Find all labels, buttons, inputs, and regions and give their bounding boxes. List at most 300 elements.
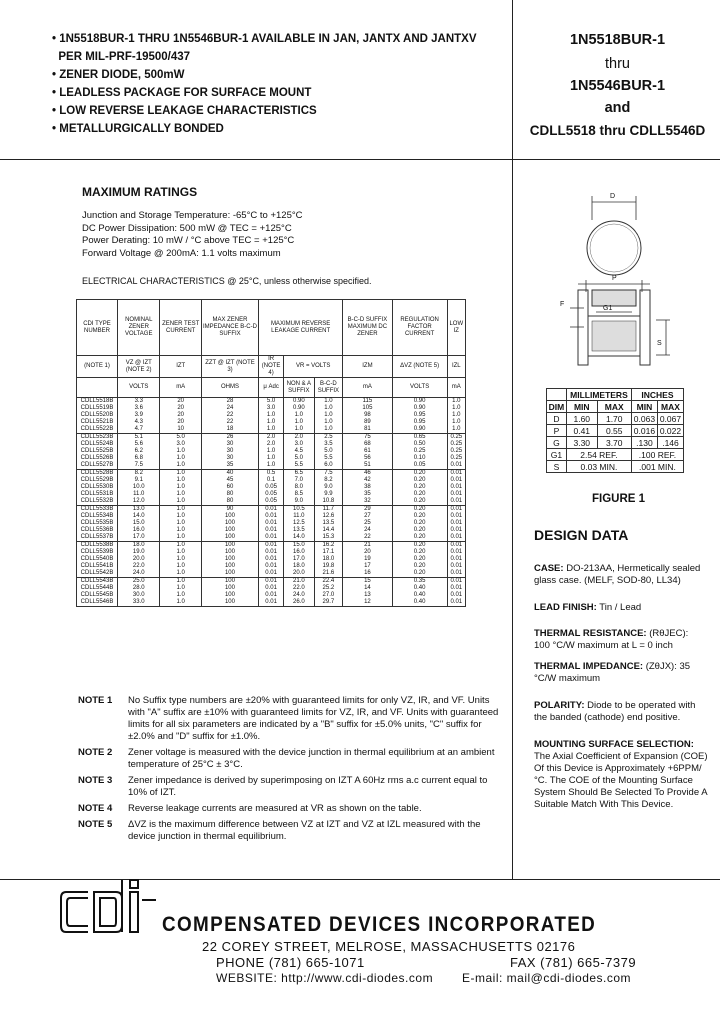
table-cell: 12.6 xyxy=(314,513,343,520)
table-cell: 1.0 xyxy=(314,412,343,419)
dim-cell: 0.016 xyxy=(631,425,657,437)
table-cell: CDLL5534B xyxy=(77,513,118,520)
table-cell: 90 xyxy=(201,506,258,514)
col-subheader: ΔVZ (NOTE 5) xyxy=(392,356,447,378)
table-cell: 13.5 xyxy=(284,527,314,534)
table-cell: 38 xyxy=(343,484,392,491)
table-cell: 0.20 xyxy=(392,527,447,534)
table-cell: 6.5 xyxy=(284,470,314,478)
dim-label-f: F xyxy=(560,301,565,308)
table-cell: 0.50 xyxy=(392,441,447,448)
table-cell: 1.0 xyxy=(160,513,201,520)
table-cell: 0.01 xyxy=(447,484,465,491)
table-cell: CDLL5544B xyxy=(77,585,118,592)
dim-cell: .100 REF. xyxy=(631,449,683,461)
table-cell: 21.0 xyxy=(284,578,314,586)
table-row xyxy=(77,542,466,550)
table-cell: 80 xyxy=(201,498,258,506)
table-cell: 1.0 xyxy=(160,477,201,484)
table-cell: 6.8 xyxy=(118,455,160,462)
table-cell: 0.01 xyxy=(447,520,465,527)
dim-cell: P xyxy=(547,425,567,437)
dim-cell: 0.55 xyxy=(597,425,631,437)
table-cell: 0.5 xyxy=(259,470,284,478)
table-cell: 0.25 xyxy=(447,455,465,462)
table-cell: 1.0 xyxy=(447,426,465,434)
table-cell: 0.01 xyxy=(259,513,284,520)
header-rule xyxy=(0,159,720,160)
table-cell: 0.01 xyxy=(447,477,465,484)
table-cell: 0.90 xyxy=(284,405,314,412)
table-cell: 0.01 xyxy=(447,462,465,470)
table-cell: 1.0 xyxy=(284,412,314,419)
table-cell: 12.5 xyxy=(284,520,314,527)
table-cell: CDLL5528B xyxy=(77,470,118,478)
table-cell: 3.0 xyxy=(284,441,314,448)
table-cell: 20.0 xyxy=(284,570,314,578)
table-cell: 0.01 xyxy=(447,585,465,592)
table-cell: CDLL5537B xyxy=(77,534,118,542)
cdi-logo xyxy=(58,878,158,936)
table-cell: 0.01 xyxy=(447,599,465,607)
note: NOTE 3 Zener impedance is derived by superimposing on IZT A 60Hz rms a.c current equal to 10% of IZT. xyxy=(78,775,488,798)
table-cell: 25 xyxy=(343,520,392,527)
table-row xyxy=(77,484,466,491)
table-cell: 22.0 xyxy=(284,585,314,592)
table-cell: 32 xyxy=(343,498,392,506)
table-cell: 105 xyxy=(343,405,392,412)
table-cell: 0.01 xyxy=(259,592,284,599)
table-cell: 24 xyxy=(201,405,258,412)
table-cell: 1.0 xyxy=(314,426,343,434)
table-cell: 16.0 xyxy=(284,549,314,556)
table-cell: 0.01 xyxy=(447,578,465,586)
table-cell: 0.20 xyxy=(392,520,447,527)
table-cell: 0.01 xyxy=(447,470,465,478)
col-header: CDI TYPE NUMBER xyxy=(77,300,118,356)
table-cell: 7.5 xyxy=(314,470,343,478)
unit-cell: μ Adc xyxy=(259,378,284,398)
table-cell: 0.01 xyxy=(447,542,465,550)
table-row xyxy=(77,563,466,570)
title-line: thru xyxy=(605,56,630,72)
table-cell: 12 xyxy=(343,599,392,607)
table-cell: 5.0 xyxy=(160,434,201,442)
table-cell: 12.0 xyxy=(118,498,160,506)
dim-cell: 0.03 MIN. xyxy=(566,461,631,473)
table-cell: 51 xyxy=(343,462,392,470)
table-cell: 24 xyxy=(343,527,392,534)
table-row xyxy=(77,498,466,506)
table-cell: 0.01 xyxy=(447,491,465,498)
table-cell: 18 xyxy=(201,426,258,434)
table-cell: 0.01 xyxy=(259,563,284,570)
table-cell: 0.65 xyxy=(392,434,447,442)
table-cell: 4.3 xyxy=(118,419,160,426)
design-thermal-resistance: THERMAL RESISTANCE: (RθJEC): 100 °C/W maximum at L = 0 inch xyxy=(534,628,689,651)
table-cell: CDLL5543B xyxy=(77,578,118,586)
table-cell: 1.0 xyxy=(447,398,465,406)
table-cell: 1.0 xyxy=(259,462,284,470)
table-row xyxy=(77,578,466,586)
table-cell: 16.2 xyxy=(314,542,343,550)
title-line: CDLL5518 thru CDLL5546D xyxy=(529,123,706,138)
table-cell: 0.01 xyxy=(447,513,465,520)
table-cell: 98 xyxy=(343,412,392,419)
table-cell: CDLL5535B xyxy=(77,520,118,527)
table-cell: 35 xyxy=(343,491,392,498)
note: NOTE 2 Zener voltage is measured with the device junction in thermal equilibrium at an ambient temperature of 25°C ± 3°C. xyxy=(78,747,495,770)
unit-cell: mA xyxy=(447,378,465,398)
table-cell: 1.0 xyxy=(160,462,201,470)
table-cell: 0.25 xyxy=(447,448,465,455)
dim-cell: 2.54 REF. xyxy=(566,449,631,461)
table-cell: 26 xyxy=(201,434,258,442)
table-cell: 0.01 xyxy=(259,506,284,514)
table-cell: 27 xyxy=(343,513,392,520)
table-cell: 15.0 xyxy=(118,520,160,527)
table-cell: 1.0 xyxy=(160,599,201,607)
column-divider xyxy=(512,0,513,880)
dimensions-table: MILLIMETERS INCHES DIM MIN MAX MIN MAX D 1.60 1.70 0.063 0.067 P 0.41 0.55 0.016 0.022 G 3.30 3.70 .130 .146 G1 2.54 REF. .100 REF. S 0.03 MIN. .001 MIN. xyxy=(546,388,684,473)
table-cell: CDLL5523B xyxy=(77,434,118,442)
table-cell: 0.01 xyxy=(447,563,465,570)
table-cell: 18.0 xyxy=(284,563,314,570)
table-cell: 9.0 xyxy=(284,498,314,506)
title-line: 1N5546BUR-1 xyxy=(569,78,666,94)
table-cell: 28.0 xyxy=(118,585,160,592)
table-cell: 0.01 xyxy=(447,506,465,514)
unit-cell xyxy=(77,378,118,398)
table-cell: 0.20 xyxy=(392,491,447,498)
table-cell: 18.0 xyxy=(314,556,343,563)
table-cell: 15.0 xyxy=(284,542,314,550)
dim-cell: 0.063 xyxy=(631,413,657,425)
table-cell: 21 xyxy=(343,542,392,550)
col-header: ZENER TEST CURRENT xyxy=(160,300,201,356)
unit-cell: NON & A SUFFIX xyxy=(284,378,314,398)
col-header: MAXIMUM REVERSE LEAKAGE CURRENT xyxy=(259,300,343,356)
table-cell: 33.0 xyxy=(118,599,160,607)
table-cell: 2.0 xyxy=(284,434,314,442)
table-cell: 3.3 xyxy=(118,398,160,406)
table-cell: 0.95 xyxy=(392,419,447,426)
table-row xyxy=(77,527,466,534)
table-cell: CDLL5520B xyxy=(77,412,118,419)
company-phone: PHONE (781) 665-1071 xyxy=(216,955,365,970)
table-cell: CDLL5531B xyxy=(77,491,118,498)
table-cell: CDLL5521B xyxy=(77,419,118,426)
table-cell: 25.0 xyxy=(118,578,160,586)
table-cell: 0.20 xyxy=(392,534,447,542)
table-cell: 1.0 xyxy=(160,534,201,542)
table-cell: 19.8 xyxy=(314,563,343,570)
table-cell: 17.1 xyxy=(314,549,343,556)
table-cell: 100 xyxy=(201,599,258,607)
table-cell: 0.01 xyxy=(259,578,284,586)
table-row xyxy=(77,455,466,462)
dim-cell: .146 xyxy=(657,437,683,449)
feature-item: PER MIL-PRF-19500/437 xyxy=(58,51,191,63)
table-cell: 7.5 xyxy=(118,462,160,470)
table-row xyxy=(77,419,466,426)
col-header: MAX ZENER IMPEDANCE B-C-D SUFFIX xyxy=(201,300,258,356)
col-subheader: IZM xyxy=(343,356,392,378)
table-cell: 1.0 xyxy=(259,448,284,455)
table-cell: 40 xyxy=(201,470,258,478)
table-cell: 30 xyxy=(201,455,258,462)
table-cell: 1.0 xyxy=(160,470,201,478)
table-cell: 0.05 xyxy=(392,462,447,470)
table-cell: CDLL5522B xyxy=(77,426,118,434)
feature-item: • LOW REVERSE LEAKAGE CHARACTERISTICS xyxy=(52,105,317,117)
table-cell: 20 xyxy=(160,398,201,406)
table-cell: 0.90 xyxy=(392,398,447,406)
table-cell: 100 xyxy=(201,585,258,592)
table-cell: 11.0 xyxy=(118,491,160,498)
notes xyxy=(78,695,508,847)
table-row xyxy=(77,434,466,442)
table-cell: 0.20 xyxy=(392,542,447,550)
table-cell: 22.4 xyxy=(314,578,343,586)
company-email[interactable]: E-mail: mail@cdi-diodes.com xyxy=(462,971,632,985)
col-subheader: IZT xyxy=(160,356,201,378)
table-cell: 0.01 xyxy=(447,527,465,534)
table-cell: 22 xyxy=(201,412,258,419)
table-cell: 0.20 xyxy=(392,570,447,578)
company-name: COMPENSATED DEVICES INCORPORATED xyxy=(162,913,597,936)
table-cell: 21.6 xyxy=(314,570,343,578)
table-cell: 89 xyxy=(343,419,392,426)
table-cell: 60 xyxy=(201,484,258,491)
electrical-table-body xyxy=(77,398,466,607)
dim-label-g1: G1 xyxy=(603,305,613,312)
table-row xyxy=(77,491,466,498)
table-cell: 4.5 xyxy=(284,448,314,455)
dim-label-s: S xyxy=(657,340,662,347)
table-cell: 0.20 xyxy=(392,556,447,563)
table-cell: 100 xyxy=(201,513,258,520)
table-cell: 100 xyxy=(201,578,258,586)
table-cell: 0.25 xyxy=(392,448,447,455)
table-cell: 61 xyxy=(343,448,392,455)
table-cell: 22 xyxy=(343,534,392,542)
table-cell: 1.0 xyxy=(160,563,201,570)
table-cell: 100 xyxy=(201,556,258,563)
table-cell: 1.0 xyxy=(160,498,201,506)
table-cell: 18.0 xyxy=(118,542,160,550)
table-cell: 1.0 xyxy=(160,455,201,462)
table-cell: 30 xyxy=(201,448,258,455)
electrical-table xyxy=(76,299,466,607)
dim-cell: 1.60 xyxy=(566,413,597,425)
table-cell: 0.20 xyxy=(392,484,447,491)
table-cell: 4.7 xyxy=(118,426,160,434)
table-cell: 45 xyxy=(201,477,258,484)
dim-row xyxy=(547,461,684,473)
table-row xyxy=(77,426,466,434)
col-header: B-C-D SUFFIX MAXIMUM DC ZENER xyxy=(343,300,392,356)
table-cell: 100 xyxy=(201,592,258,599)
dim-cell: G xyxy=(547,437,567,449)
table-cell: CDLL5530B xyxy=(77,484,118,491)
table-cell: 1.0 xyxy=(160,570,201,578)
table-cell: 5.5 xyxy=(284,462,314,470)
table-cell: 3.5 xyxy=(314,441,343,448)
table-cell: 5.0 xyxy=(284,455,314,462)
table-cell: CDLL5529B xyxy=(77,477,118,484)
table-cell: 10.0 xyxy=(118,484,160,491)
table-cell: 100 xyxy=(201,520,258,527)
table-cell: 5.5 xyxy=(314,455,343,462)
table-cell: CDLL5539B xyxy=(77,549,118,556)
col-header: LOW IZ xyxy=(447,300,465,356)
table-row xyxy=(77,513,466,520)
company-website[interactable]: WEBSITE: http://www.cdi-diodes.com xyxy=(216,971,434,985)
table-cell: 0.01 xyxy=(447,498,465,506)
table-cell: 30.0 xyxy=(118,592,160,599)
dim-row xyxy=(547,449,684,461)
note: NOTE 5 ΔVZ is the maximum difference between VZ at IZT and VZ at IZL measured with the device junction in thermal equilibrium. xyxy=(78,819,481,842)
table-cell: 16.0 xyxy=(118,527,160,534)
dim-row xyxy=(547,413,684,425)
dim-cell: 0.022 xyxy=(657,425,683,437)
dim-row xyxy=(547,425,684,437)
table-row xyxy=(77,570,466,578)
dim-cell: D xyxy=(547,413,567,425)
table-cell: 0.05 xyxy=(259,491,284,498)
table-cell: 5.0 xyxy=(314,448,343,455)
table-row xyxy=(77,556,466,563)
table-row xyxy=(77,585,466,592)
table-cell: 2.0 xyxy=(259,441,284,448)
table-cell: 0.01 xyxy=(447,592,465,599)
table-cell: 15 xyxy=(343,578,392,586)
table-cell: 0.25 xyxy=(447,441,465,448)
table-cell: 1.0 xyxy=(259,426,284,434)
feature-item: • 1N5518BUR-1 THRU 1N5546BUR-1 AVAILABLE IN JAN, JANTX AND JANTXV xyxy=(52,33,477,45)
table-cell: CDLL5527B xyxy=(77,462,118,470)
table-row xyxy=(77,448,466,455)
col-subheader: VZ @ IZT (NOTE 2) xyxy=(118,356,160,378)
table-row xyxy=(77,549,466,556)
table-cell: 3.0 xyxy=(259,405,284,412)
table-cell: 0.90 xyxy=(284,398,314,406)
table-cell: 3.0 xyxy=(160,441,201,448)
table-cell: 10 xyxy=(160,426,201,434)
table-cell: 42 xyxy=(343,477,392,484)
table-cell: 10.8 xyxy=(314,498,343,506)
table-cell: 2.0 xyxy=(259,434,284,442)
table-cell: 115 xyxy=(343,398,392,406)
unit-cell: mA xyxy=(160,378,201,398)
table-cell: 0.01 xyxy=(447,549,465,556)
table-cell: 1.0 xyxy=(160,527,201,534)
table-cell: CDLL5524B xyxy=(77,441,118,448)
feature-list xyxy=(52,30,512,138)
table-cell: 1.0 xyxy=(447,412,465,419)
table-cell: 7.0 xyxy=(284,477,314,484)
table-cell: 80 xyxy=(201,491,258,498)
dim-label-d: D xyxy=(610,193,616,200)
table-cell: 0.01 xyxy=(259,542,284,550)
col-subheader: ZZT @ IZT (NOTE 3) xyxy=(201,356,258,378)
table-cell: 8.0 xyxy=(284,484,314,491)
table-cell: 0.40 xyxy=(392,592,447,599)
table-cell: 28 xyxy=(201,398,258,406)
elec-heading: ELECTRICAL CHARACTERISTICS @ 25°C, unless otherwise specified. xyxy=(82,276,372,286)
unit-cell: VOLTS xyxy=(392,378,447,398)
dim-label-p: P xyxy=(612,275,617,282)
table-cell: 0.40 xyxy=(392,585,447,592)
table-cell: 3.9 xyxy=(118,412,160,419)
unit-cell: mA xyxy=(343,378,392,398)
table-cell: 1.0 xyxy=(160,549,201,556)
table-cell: 17.0 xyxy=(118,534,160,542)
table-cell: 0.20 xyxy=(392,506,447,514)
table-cell: 16 xyxy=(343,570,392,578)
table-cell: 100 xyxy=(201,563,258,570)
company-address: 22 COREY STREET, MELROSE, MASSACHUSETTS 02176 xyxy=(202,939,576,954)
table-cell: 0.20 xyxy=(392,563,447,570)
table-cell: 17.0 xyxy=(284,556,314,563)
title-line: and xyxy=(604,100,631,116)
design-thermal-impedance: THERMAL IMPEDANCE: (ZθJX): 35 °C/W maximum xyxy=(534,661,691,684)
table-cell: 1.0 xyxy=(160,491,201,498)
table-cell: 13 xyxy=(343,592,392,599)
table-cell: 0.01 xyxy=(259,585,284,592)
table-cell: 5.0 xyxy=(259,398,284,406)
table-cell: 0.01 xyxy=(259,570,284,578)
table-cell: 81 xyxy=(343,426,392,434)
dim-cell: 0.41 xyxy=(566,425,597,437)
table-cell: 0.90 xyxy=(392,426,447,434)
table-cell: 3.6 xyxy=(118,405,160,412)
table-cell: 100 xyxy=(201,570,258,578)
table-cell: CDLL5526B xyxy=(77,455,118,462)
table-cell: CDLL5519B xyxy=(77,405,118,412)
table-cell: 1.0 xyxy=(160,484,201,491)
table-row xyxy=(77,412,466,419)
table-cell: 13.0 xyxy=(118,506,160,514)
table-cell: 1.0 xyxy=(284,426,314,434)
col-header: REGULATION FACTOR CURRENT xyxy=(392,300,447,356)
dim-cell: .130 xyxy=(631,437,657,449)
table-cell: 100 xyxy=(201,549,258,556)
feature-item: • LEADLESS PACKAGE FOR SURFACE MOUNT xyxy=(52,87,312,99)
table-cell: 25.2 xyxy=(314,585,343,592)
figure-caption: FIGURE 1 xyxy=(592,493,646,505)
table-row xyxy=(77,441,466,448)
table-cell: 1.0 xyxy=(447,405,465,412)
table-cell: 0.20 xyxy=(392,513,447,520)
col-subheader: IZL xyxy=(447,356,465,378)
table-cell: 0.05 xyxy=(259,498,284,506)
dim-cell: 3.70 xyxy=(597,437,631,449)
table-cell: 0.01 xyxy=(259,599,284,607)
table-row xyxy=(77,520,466,527)
feature-item: • ZENER DIODE, 500mW xyxy=(52,69,185,81)
table-cell: CDLL5546B xyxy=(77,599,118,607)
note: NOTE 4 Reverse leakage currents are measured at VR as shown on the table. xyxy=(78,803,422,814)
table-row xyxy=(77,462,466,470)
col-subheader: (NOTE 1) xyxy=(77,356,118,378)
table-cell: 26.0 xyxy=(284,599,314,607)
table-cell: 20.0 xyxy=(118,556,160,563)
table-cell: 20 xyxy=(160,412,201,419)
table-cell: 14.0 xyxy=(284,534,314,542)
table-cell: 0.10 xyxy=(392,455,447,462)
